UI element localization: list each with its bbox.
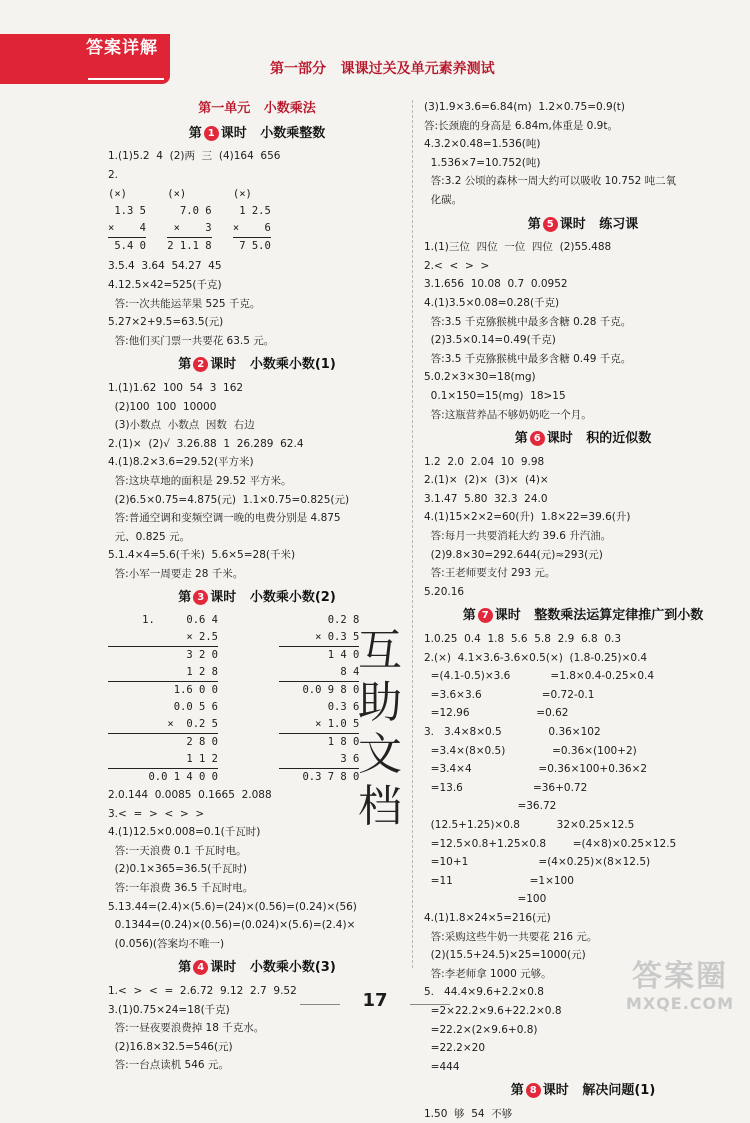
lesson-8-answers [424,1105,742,1123]
lesson-1-title: 第 1 课时 小数乘整数 [188,125,326,141]
calc-row: 3 6 [279,751,359,769]
answer-line: =12.5×0.8+1.25×0.8 =(4×8)×0.25×12.5 [424,837,677,850]
answer-line: =(4.1-0.5)×3.6 =1.8×0.4-0.25×0.4 [424,670,655,683]
answer-line: 1.50 够 54 不够 [424,1107,513,1120]
calc-row: 1 8 0 [327,736,360,749]
answer-line: 1.(1)三位 四位 一位 四位 (2)55.488 [424,241,612,254]
lesson-3-title: 第 3 课时 小数乘小数(2) [178,590,336,606]
calc-row: 2 8 0 [186,736,218,749]
calc-row: 1. 0.6 4 [142,614,218,627]
calc-row: 3 2 0 [154,649,218,662]
calc-row: 1 2 8 [108,664,218,682]
answer-line: 答:一次共能运苹果 525 千克。 [108,297,261,310]
answer-line: 3.1.656 10.08 0.7 0.0952 [424,278,568,291]
answer-line: 3.5.4 3.64 54.27 45 [108,260,222,273]
answer-line: 答:一年浪费 36.5 千瓦时电。 [108,882,254,895]
answer-line: 答:小军一周要走 28 千米。 [108,567,244,580]
answer-line: (2)3.5×0.14=0.49(千克) [424,334,556,347]
answer-line: (2)16.8×32.5=546(元) [108,1040,233,1053]
answer-line: 答:3.5 千克猕猴桃中最多含糖 0.28 千克。 [424,315,632,328]
answer-line: 2.0.144 0.0085 0.1665 2.088 [108,789,272,802]
answer-line: 5.0.2×3×30=18(mg) [424,371,536,384]
vertical-multiplication [279,612,359,699]
answer-line: (2)6.5×0.75=4.875(元) 1.1×0.75=0.825(元) [108,493,350,506]
answer-line: 0.1×150=15(mg) 18>15 [424,389,566,402]
lesson-number-badge: 6 [530,431,545,446]
answer-line: =100 [424,893,547,906]
answer-line: 5.13.44=(2.4)×(5.6)=(24)×(0.56)=(0.24)×(56) [108,900,357,913]
lesson-5-title: 第 5 课时 练习课 [527,216,639,232]
calc-row: 0.2 8 [327,614,360,627]
lesson-6-answers [424,453,742,602]
answer-line: 2.(1)× (2)√ 3.26.88 1 26.289 62.4 [108,437,304,450]
answer-line: =12.96 =0.62 [424,707,569,720]
lesson-number-badge: 4 [193,960,208,975]
answer-line: 答:一天浪费 0.1 千瓦时电。 [108,844,247,857]
calc-row: 1.6 0 0 [154,684,218,697]
answer-line: 3. 3.4×8×0.5 0.36×102 [424,726,601,738]
vertical-multiplication [108,699,218,786]
answer-line: 化碳。 [424,193,463,206]
answer-line: 答:一台点读机 546 元。 [108,1059,229,1072]
carryover-answers [424,98,742,210]
answer-line: 答:3.5 千克猕猴桃中最多含糖 0.49 千克。 [424,352,632,365]
answer-line: 答:采购这些牛奶一共要花 216 元。 [424,930,598,943]
answer-line: =3.6×3.6 =0.72-0.1 [424,688,595,701]
page-number: 17 [362,990,388,1011]
answer-line: 1.2 2.0 2.04 10 9.98 [424,455,545,468]
lesson-2-answers [108,379,406,584]
answer-line: (2)9.8×30=292.644(元)≈293(元) [424,548,603,561]
lesson-7-title: 第 7 课时 整数乘法运算定律推广到小数 [462,608,704,624]
answer-line: (12.5+1.25)×0.8 32×0.25×12.5 [424,818,635,831]
lesson-number-badge: 1 [204,126,219,141]
answer-line: 2. [108,168,119,181]
answer-line: 4.(1)15×2×2=60(升) 1.8×22=39.6(升) [424,511,631,524]
answer-line: 1.< > < = 2.6.72 9.12 2.7 9.52 [108,985,297,997]
column-divider [412,100,413,968]
answer-line: 0.1344=(0.24)×(0.56)=(0.024)×(5.6)=(2.4)× [108,919,356,932]
answer-line: 3.(1)0.75×24=18(千克) [108,1003,230,1016]
lesson-5-answers [424,238,742,424]
lesson-1-answers [108,147,406,184]
answer-line: 1.(1)5.2 4 (2)两 三 (4)164 656 [108,150,281,163]
lesson-1-answers-cont [108,257,406,350]
answer-line: 1.0.25 0.4 1.8 5.6 5.8 2.9 6.8 0.3 [424,633,622,646]
answer-line: 4.12.5×42=525(千克) [108,278,222,291]
answer-line: =3.4×4 =0.36×100+0.36×2 [424,763,648,776]
badge-text: 答案详解 [86,38,158,58]
calc-row: 8 4 [279,664,359,682]
lesson-8-title: 第 8 课时 解决问题(1) [510,1083,656,1099]
answer-line: (2)0.1×365=36.5(千瓦时) [108,863,247,876]
answer-line: (0.056)(答案均不唯一) [108,937,225,950]
answer-line: =22.2×(2×9.6+0.8) [424,1023,538,1036]
part-title: 第一部分 课课过关及单元素养测试 [270,61,495,77]
lesson-number-badge: 7 [478,608,493,623]
calc-row: 0.0 1 4 0 0 [148,771,218,784]
answer-line: 答:每月一共要消耗大约 39.6 升汽油。 [424,530,612,543]
answer-badge [0,34,170,84]
vertical-multiplication: (×) 1 2.5 × 6 7 5.0 [232,188,271,253]
lesson-number-badge: 2 [193,357,208,372]
answer-line: 4.(1)12.5×0.008=0.1(千瓦时) [108,826,261,839]
answer-line: 4.(1)1.8×24×5=216(元) [424,911,551,924]
answer-line: 5.27×2+9.5=63.5(元) [108,316,224,329]
answer-line: 1.536×7=10.752(吨) [424,156,541,169]
lesson-number-badge: 8 [526,1083,541,1098]
answer-line: =11 =1×100 [424,874,574,887]
answer-line: 答:这块草地的面积是 29.52 平方米。 [108,474,292,487]
calc-row: 0.3 6 [327,701,360,714]
calc-row: 1 1 2 [108,751,218,769]
lesson-6-title: 第 6 课时 积的近似数 [514,431,652,447]
answer-line: 答:他们买门票一共要花 63.5 元。 [108,334,275,347]
lesson-4-title: 第 4 课时 小数乘小数(3) [178,960,336,976]
answer-line: (3)小数点 小数点 因数 右边 [108,419,255,432]
calc-row: × 0.3 5 [279,629,359,647]
answer-line: 答:这瓶营养品不够奶奶吃一个月。 [424,408,592,421]
lesson-number-badge: 5 [543,217,558,232]
answer-line: =3.4×(8×0.5) =0.36×(100+2) [424,744,637,757]
calc-row: 1 4 0 [327,649,360,662]
answer-line: 4.3.2×0.48=1.536(吨) [424,138,541,151]
answer-line: 4.(1)8.2×3.6=29.52(平方米) [108,456,254,469]
calc-row: × 2.5 [108,629,218,647]
vertical-multiplication [108,612,218,699]
answer-line: =22.2×20 [424,1042,486,1055]
answer-line: =2×22.2×9.6+22.2×0.8 [424,1004,562,1017]
vertical-multiplication [279,699,359,786]
answer-line: 1.(1)1.62 100 54 3 162 [108,381,244,394]
answer-line: 5.1.4×4=5.6(千米) 5.6×5=28(千米) [108,549,296,562]
answer-line: 元、0.825 元。 [108,530,191,543]
answer-line: 答:王老师要支付 293 元。 [424,567,556,580]
answer-line: 5.20.16 [424,585,465,598]
lesson-number-badge: 3 [193,590,208,605]
vertical-multiplication: (×) 7.0 6 × 3 2 1.1 8 [167,188,212,253]
calc-row: 0.0 9 8 0 [302,684,360,697]
answer-line: 4.(1)3.5×0.08=0.28(千克) [424,296,560,309]
answer-line: (3)1.9×3.6=6.84(m) 1.2×0.75=0.9(t) [424,101,626,113]
answer-line: 答:李老师拿 1000 元够。 [424,967,552,980]
answer-line: =36.72 [424,800,557,813]
answer-line: =10+1 =(4×0.25)×(8×12.5) [424,856,651,869]
answer-line: (2)100 100 10000 [108,400,217,413]
answer-line: =13.6 =36+0.72 [424,781,588,794]
lesson-1-vertical-multiplications [108,186,406,255]
lesson-2-title: 第 2 课时 小数乘小数(1) [178,357,336,373]
answer-line: =444 [424,1060,460,1073]
answer-line: 答:长颈鹿的身高是 6.84m,体重是 0.9t。 [424,119,618,132]
site-watermark: 答案圈 MXQE.COM [625,959,735,1013]
answer-line: 3.< = > < > > [108,807,205,820]
calc-row: 0.0 5 6 [173,701,218,714]
vertical-multiplication: (×) 1.3 5 × 4 5.4 0 [108,188,146,253]
calc-row: × 0.2 5 [108,716,218,734]
answer-line: 答:一昼夜要浪费掉 18 千克水。 [108,1022,265,1035]
answer-line: 2.< < > > [424,259,490,272]
answer-line: (2)(15.5+24.5)×25=1000(元) [424,949,586,962]
answer-line: 5. 44.4×9.6+2.2×0.8 [424,986,544,999]
answer-line: 2.(×) 4.1×3.6-3.6×0.5(×) (1.8-0.25)×0.4 [424,651,648,664]
calc-row: 0.3 7 8 0 [302,771,360,784]
badge-underline [88,78,164,80]
unit-title: 第一单元 小数乘法 [198,101,316,116]
left-column [108,98,406,1075]
answer-line: 3.1.47 5.80 32.3 24.0 [424,492,548,505]
answer-line: 2.(1)× (2)× (3)× (4)× [424,474,549,487]
answer-line: 答:3.2 公顷的森林一周大约可以吸收 10.752 吨二氧 [424,175,677,188]
calc-row: × 1.0 5 [279,716,359,734]
answer-line: 答:普通空调和变频空调一晚的电费分别是 4.875 [108,512,341,525]
handwritten-watermark: 互 助 文 档 [358,625,402,832]
